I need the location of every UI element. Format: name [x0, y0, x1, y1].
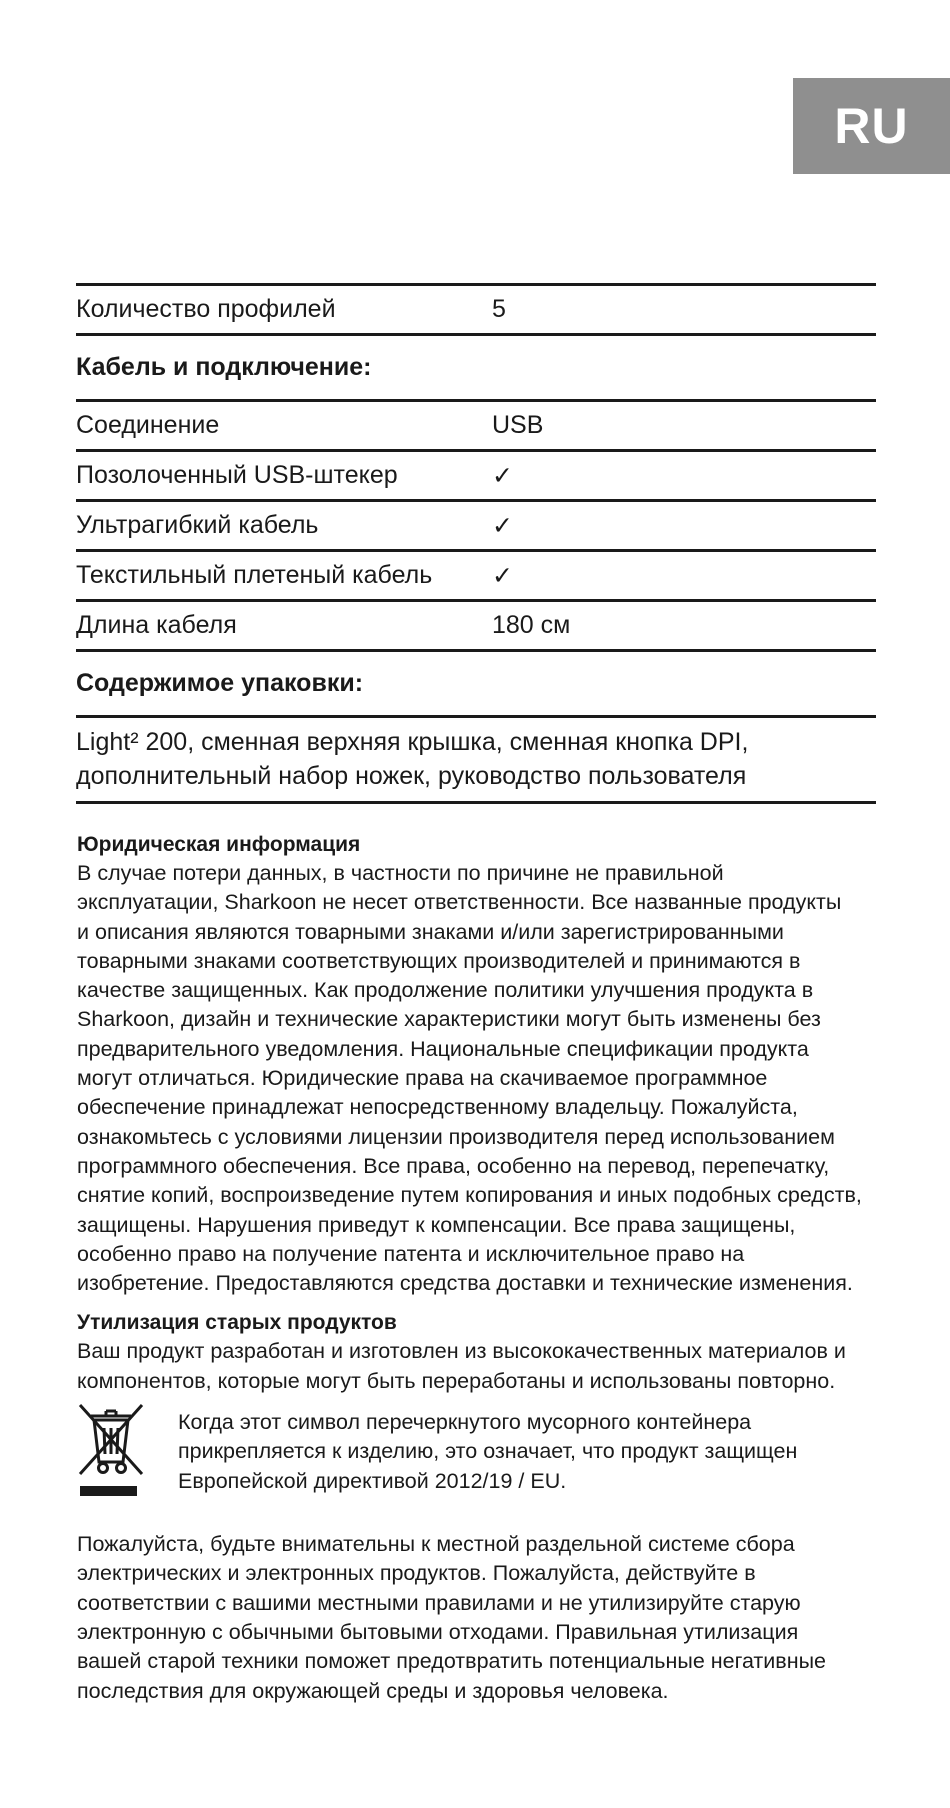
weee-text: Когда этот символ перечеркнутого мусорного контейнера прикрепляется к изделию, это означает, что продукт защищен Европейской директивой 2012/19 / EU.	[178, 1410, 798, 1493]
spec-value: 180 см	[492, 611, 571, 639]
spec-row-profiles	[76, 286, 876, 336]
package-contents-line: Light² 200, сменная верхняя крышка, сменная кнопка DPI,	[76, 728, 749, 756]
language-tab	[793, 78, 950, 174]
spec-row-ultraflex-cable	[76, 502, 876, 552]
spec-row-connection	[76, 402, 876, 452]
spec-table	[76, 283, 876, 804]
weee-notice	[77, 1402, 877, 1522]
disposal-heading: Утилизация старых продуктов	[77, 1311, 397, 1335]
checkmark-icon: ✓	[492, 511, 513, 540]
spec-value: 5	[492, 295, 506, 323]
spec-row-cable-length	[76, 602, 876, 652]
spec-label: Ультрагибкий кабель	[76, 511, 319, 539]
legal-section	[77, 830, 877, 1706]
cable-section-heading: Кабель и подключение:	[76, 336, 876, 402]
checkmark-icon: ✓	[492, 461, 513, 490]
legal-text: В случае потери данных, в частности по причине не правильной эксплуатации, Sharkoon не несет ответственности. Все названные продукты и описания являются товарными знаками и/или зарегистрированными товарными знаками соответствующих производителей и принимаются в качестве защищенных. Как продолжение политики улучшения продукта в Sharkoon, дизайн и технические характеристики могут быть изменены без предварительного уведомления. Национальные спецификации продукта могут отличаться. Юридические права на скачиваемое программное обеспечение принадлежат непосредственному владельцу. Пожалуйста, ознакомьтесь с условиями лицензии производителя перед использованием программного обеспечения. Все права, особенно на перевод, перепечатку, снятие копий, воспроизведение путем копирования и иных подобных средств, защищены. Нарушения приведут к компенсации. Все права защищены, особенно право на получение патента и исключительное право на изобретение. Предоставляются средства доставки и технические изменения.	[77, 861, 862, 1296]
spec-row-braided-cable	[76, 552, 876, 602]
checkmark-icon: ✓	[492, 561, 513, 590]
spec-label: Позолоченный USB-штекер	[76, 461, 398, 489]
package-contents-line: дополнительный набор ножек, руководство пользователя	[76, 762, 747, 790]
crossed-out-bin-icon	[77, 1402, 145, 1502]
package-section-heading: Содержимое упаковки:	[76, 652, 876, 718]
package-contents	[76, 718, 876, 804]
spec-label: Количество профилей	[76, 295, 336, 323]
legal-heading: Юридическая информация	[77, 833, 361, 856]
language-code: RU	[834, 98, 909, 154]
spec-label: Соединение	[76, 411, 220, 439]
disposal-final-text: Пожалуйста, будьте внимательны к местной раздельной системе сбора электрических и электронных продуктов. Пожалуйста, действуйте в соответствии с вашими местными правилами и не утилизируйте старую электронную с обычными бытовыми отходами. Правильная утилизация вашей старой техники поможет предотвратить потенциальные негативные последствия для окружающей среды и здоровья человека.	[77, 1532, 826, 1703]
spec-label: Текстильный плетеный кабель	[76, 561, 433, 589]
spec-label: Длина кабеля	[76, 611, 237, 639]
spec-value: USB	[492, 411, 544, 439]
disposal-intro: Ваш продукт разработан и изготовлен из высококачественных материалов и компонентов, которые могут быть переработаны и использованы повторно.	[77, 1339, 846, 1393]
spec-row-gold-plug	[76, 452, 876, 502]
